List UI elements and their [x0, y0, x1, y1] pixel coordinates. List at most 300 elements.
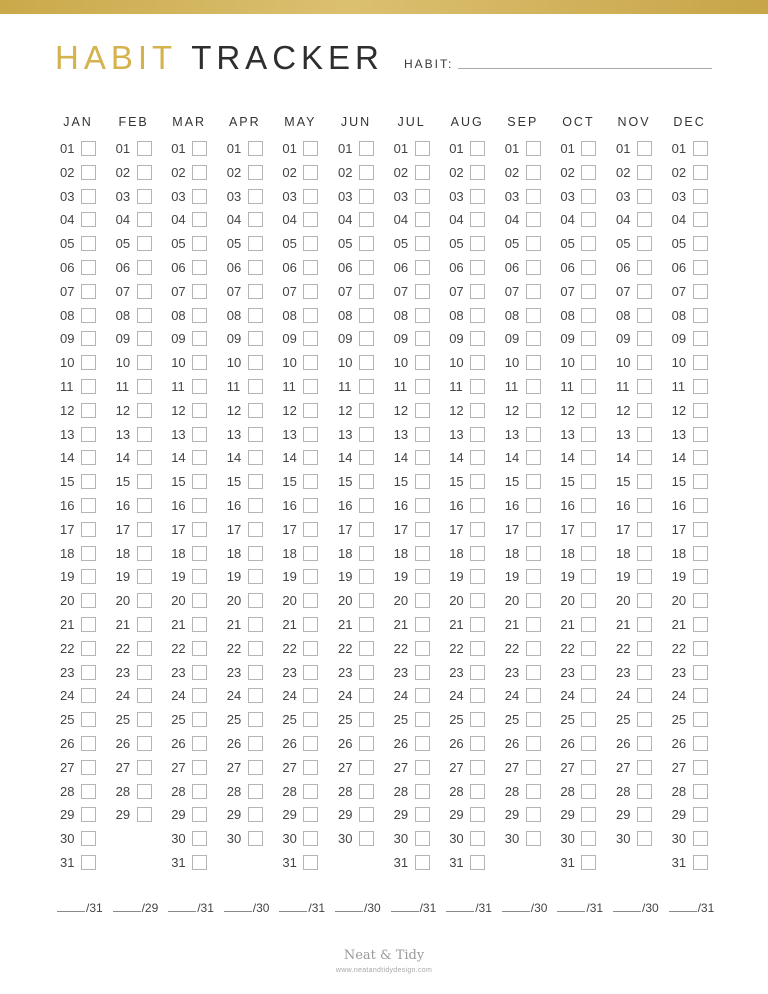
- day-checkbox[interactable]: [415, 331, 430, 346]
- day-checkbox[interactable]: [192, 212, 207, 227]
- day-checkbox[interactable]: [470, 569, 485, 584]
- total-blank-line[interactable]: [335, 901, 363, 912]
- day-checkbox[interactable]: [581, 236, 596, 251]
- day-checkbox[interactable]: [359, 236, 374, 251]
- day-checkbox[interactable]: [359, 189, 374, 204]
- day-checkbox[interactable]: [303, 427, 318, 442]
- day-checkbox[interactable]: [137, 665, 152, 680]
- day-checkbox[interactable]: [470, 593, 485, 608]
- day-checkbox[interactable]: [137, 165, 152, 180]
- day-checkbox[interactable]: [359, 474, 374, 489]
- day-checkbox[interactable]: [637, 593, 652, 608]
- day-checkbox[interactable]: [137, 212, 152, 227]
- day-checkbox[interactable]: [137, 331, 152, 346]
- day-checkbox[interactable]: [415, 665, 430, 680]
- day-checkbox[interactable]: [192, 855, 207, 870]
- day-checkbox[interactable]: [581, 355, 596, 370]
- month-total[interactable]: [57, 900, 103, 916]
- day-checkbox[interactable]: [693, 331, 708, 346]
- day-checkbox[interactable]: [637, 236, 652, 251]
- day-checkbox[interactable]: [192, 379, 207, 394]
- day-checkbox[interactable]: [581, 308, 596, 323]
- day-checkbox[interactable]: [693, 189, 708, 204]
- day-checkbox[interactable]: [248, 641, 263, 656]
- day-checkbox[interactable]: [581, 427, 596, 442]
- day-checkbox[interactable]: [581, 569, 596, 584]
- day-checkbox[interactable]: [303, 450, 318, 465]
- day-checkbox[interactable]: [581, 617, 596, 632]
- day-checkbox[interactable]: [192, 355, 207, 370]
- day-checkbox[interactable]: [581, 474, 596, 489]
- day-checkbox[interactable]: [470, 189, 485, 204]
- day-checkbox[interactable]: [470, 379, 485, 394]
- day-checkbox[interactable]: [137, 236, 152, 251]
- day-checkbox[interactable]: [415, 736, 430, 751]
- day-checkbox[interactable]: [415, 189, 430, 204]
- day-checkbox[interactable]: [693, 355, 708, 370]
- day-checkbox[interactable]: [581, 712, 596, 727]
- day-checkbox[interactable]: [192, 450, 207, 465]
- day-checkbox[interactable]: [637, 688, 652, 703]
- total-blank-line[interactable]: [391, 901, 419, 912]
- day-checkbox[interactable]: [81, 546, 96, 561]
- day-checkbox[interactable]: [192, 189, 207, 204]
- day-checkbox[interactable]: [693, 427, 708, 442]
- day-checkbox[interactable]: [470, 355, 485, 370]
- day-checkbox[interactable]: [581, 522, 596, 537]
- day-checkbox[interactable]: [137, 593, 152, 608]
- day-checkbox[interactable]: [192, 807, 207, 822]
- day-checkbox[interactable]: [526, 427, 541, 442]
- day-checkbox[interactable]: [359, 831, 374, 846]
- day-checkbox[interactable]: [359, 712, 374, 727]
- day-checkbox[interactable]: [415, 450, 430, 465]
- day-checkbox[interactable]: [470, 522, 485, 537]
- day-checkbox[interactable]: [581, 593, 596, 608]
- day-checkbox[interactable]: [581, 284, 596, 299]
- total-blank-line[interactable]: [168, 901, 196, 912]
- day-checkbox[interactable]: [415, 141, 430, 156]
- day-checkbox[interactable]: [581, 688, 596, 703]
- day-checkbox[interactable]: [470, 260, 485, 275]
- day-checkbox[interactable]: [81, 617, 96, 632]
- day-checkbox[interactable]: [637, 260, 652, 275]
- day-checkbox[interactable]: [303, 665, 318, 680]
- day-checkbox[interactable]: [192, 331, 207, 346]
- day-checkbox[interactable]: [470, 784, 485, 799]
- day-checkbox[interactable]: [303, 831, 318, 846]
- day-checkbox[interactable]: [359, 522, 374, 537]
- day-checkbox[interactable]: [303, 807, 318, 822]
- day-checkbox[interactable]: [693, 688, 708, 703]
- day-checkbox[interactable]: [581, 641, 596, 656]
- day-checkbox[interactable]: [415, 260, 430, 275]
- day-checkbox[interactable]: [637, 831, 652, 846]
- day-checkbox[interactable]: [415, 284, 430, 299]
- day-checkbox[interactable]: [637, 141, 652, 156]
- day-checkbox[interactable]: [693, 593, 708, 608]
- day-checkbox[interactable]: [637, 474, 652, 489]
- day-checkbox[interactable]: [637, 760, 652, 775]
- day-checkbox[interactable]: [303, 331, 318, 346]
- day-checkbox[interactable]: [581, 546, 596, 561]
- day-checkbox[interactable]: [581, 831, 596, 846]
- day-checkbox[interactable]: [192, 569, 207, 584]
- day-checkbox[interactable]: [81, 189, 96, 204]
- day-checkbox[interactable]: [137, 688, 152, 703]
- day-checkbox[interactable]: [637, 807, 652, 822]
- day-checkbox[interactable]: [359, 546, 374, 561]
- day-checkbox[interactable]: [192, 831, 207, 846]
- day-checkbox[interactable]: [81, 165, 96, 180]
- day-checkbox[interactable]: [693, 641, 708, 656]
- day-checkbox[interactable]: [303, 712, 318, 727]
- day-checkbox[interactable]: [693, 569, 708, 584]
- day-checkbox[interactable]: [526, 617, 541, 632]
- day-checkbox[interactable]: [303, 212, 318, 227]
- day-checkbox[interactable]: [81, 665, 96, 680]
- month-total[interactable]: [557, 900, 603, 916]
- day-checkbox[interactable]: [693, 546, 708, 561]
- day-checkbox[interactable]: [581, 141, 596, 156]
- day-checkbox[interactable]: [248, 355, 263, 370]
- day-checkbox[interactable]: [470, 331, 485, 346]
- day-checkbox[interactable]: [137, 712, 152, 727]
- day-checkbox[interactable]: [81, 831, 96, 846]
- day-checkbox[interactable]: [470, 403, 485, 418]
- day-checkbox[interactable]: [693, 260, 708, 275]
- day-checkbox[interactable]: [470, 165, 485, 180]
- day-checkbox[interactable]: [526, 831, 541, 846]
- day-checkbox[interactable]: [303, 474, 318, 489]
- day-checkbox[interactable]: [415, 212, 430, 227]
- day-checkbox[interactable]: [248, 450, 263, 465]
- total-blank-line[interactable]: [613, 901, 641, 912]
- day-checkbox[interactable]: [415, 784, 430, 799]
- day-checkbox[interactable]: [248, 712, 263, 727]
- day-checkbox[interactable]: [581, 331, 596, 346]
- day-checkbox[interactable]: [470, 284, 485, 299]
- day-checkbox[interactable]: [415, 546, 430, 561]
- day-checkbox[interactable]: [637, 617, 652, 632]
- day-checkbox[interactable]: [526, 522, 541, 537]
- day-checkbox[interactable]: [637, 498, 652, 513]
- total-blank-line[interactable]: [279, 901, 307, 912]
- day-checkbox[interactable]: [526, 641, 541, 656]
- day-checkbox[interactable]: [693, 736, 708, 751]
- day-checkbox[interactable]: [81, 355, 96, 370]
- day-checkbox[interactable]: [248, 403, 263, 418]
- day-checkbox[interactable]: [192, 546, 207, 561]
- day-checkbox[interactable]: [81, 569, 96, 584]
- day-checkbox[interactable]: [248, 593, 263, 608]
- day-checkbox[interactable]: [415, 593, 430, 608]
- day-checkbox[interactable]: [303, 308, 318, 323]
- day-checkbox[interactable]: [359, 617, 374, 632]
- day-checkbox[interactable]: [526, 236, 541, 251]
- day-checkbox[interactable]: [693, 760, 708, 775]
- total-blank-line[interactable]: [502, 901, 530, 912]
- day-checkbox[interactable]: [637, 165, 652, 180]
- day-checkbox[interactable]: [192, 236, 207, 251]
- day-checkbox[interactable]: [415, 760, 430, 775]
- day-checkbox[interactable]: [470, 236, 485, 251]
- day-checkbox[interactable]: [303, 498, 318, 513]
- total-blank-line[interactable]: [669, 901, 697, 912]
- day-checkbox[interactable]: [415, 688, 430, 703]
- day-checkbox[interactable]: [192, 403, 207, 418]
- day-checkbox[interactable]: [137, 141, 152, 156]
- day-checkbox[interactable]: [81, 498, 96, 513]
- day-checkbox[interactable]: [303, 593, 318, 608]
- day-checkbox[interactable]: [693, 450, 708, 465]
- day-checkbox[interactable]: [359, 593, 374, 608]
- day-checkbox[interactable]: [137, 403, 152, 418]
- day-checkbox[interactable]: [693, 855, 708, 870]
- day-checkbox[interactable]: [359, 760, 374, 775]
- day-checkbox[interactable]: [81, 236, 96, 251]
- day-checkbox[interactable]: [693, 712, 708, 727]
- day-checkbox[interactable]: [581, 403, 596, 418]
- day-checkbox[interactable]: [248, 165, 263, 180]
- day-checkbox[interactable]: [359, 165, 374, 180]
- day-checkbox[interactable]: [192, 736, 207, 751]
- day-checkbox[interactable]: [526, 450, 541, 465]
- day-checkbox[interactable]: [526, 807, 541, 822]
- day-checkbox[interactable]: [192, 784, 207, 799]
- day-checkbox[interactable]: [303, 165, 318, 180]
- day-checkbox[interactable]: [192, 665, 207, 680]
- day-checkbox[interactable]: [359, 450, 374, 465]
- day-checkbox[interactable]: [192, 641, 207, 656]
- day-checkbox[interactable]: [248, 736, 263, 751]
- day-checkbox[interactable]: [470, 141, 485, 156]
- day-checkbox[interactable]: [81, 855, 96, 870]
- day-checkbox[interactable]: [81, 379, 96, 394]
- day-checkbox[interactable]: [415, 712, 430, 727]
- day-checkbox[interactable]: [470, 498, 485, 513]
- day-checkbox[interactable]: [359, 784, 374, 799]
- day-checkbox[interactable]: [526, 760, 541, 775]
- day-checkbox[interactable]: [81, 712, 96, 727]
- day-checkbox[interactable]: [81, 212, 96, 227]
- day-checkbox[interactable]: [470, 427, 485, 442]
- day-checkbox[interactable]: [248, 379, 263, 394]
- day-checkbox[interactable]: [637, 379, 652, 394]
- day-checkbox[interactable]: [415, 403, 430, 418]
- day-checkbox[interactable]: [526, 498, 541, 513]
- day-checkbox[interactable]: [693, 308, 708, 323]
- day-checkbox[interactable]: [415, 427, 430, 442]
- day-checkbox[interactable]: [81, 641, 96, 656]
- day-checkbox[interactable]: [137, 784, 152, 799]
- day-checkbox[interactable]: [359, 379, 374, 394]
- day-checkbox[interactable]: [637, 403, 652, 418]
- day-checkbox[interactable]: [81, 522, 96, 537]
- day-checkbox[interactable]: [303, 736, 318, 751]
- day-checkbox[interactable]: [303, 760, 318, 775]
- day-checkbox[interactable]: [637, 665, 652, 680]
- month-total[interactable]: [669, 900, 715, 916]
- day-checkbox[interactable]: [415, 617, 430, 632]
- day-checkbox[interactable]: [415, 498, 430, 513]
- day-checkbox[interactable]: [637, 355, 652, 370]
- day-checkbox[interactable]: [637, 212, 652, 227]
- day-checkbox[interactable]: [526, 355, 541, 370]
- day-checkbox[interactable]: [637, 427, 652, 442]
- month-total[interactable]: [335, 900, 381, 916]
- day-checkbox[interactable]: [415, 569, 430, 584]
- day-checkbox[interactable]: [248, 284, 263, 299]
- day-checkbox[interactable]: [192, 498, 207, 513]
- day-checkbox[interactable]: [303, 641, 318, 656]
- day-checkbox[interactable]: [693, 165, 708, 180]
- day-checkbox[interactable]: [470, 617, 485, 632]
- day-checkbox[interactable]: [248, 831, 263, 846]
- total-blank-line[interactable]: [113, 901, 141, 912]
- day-checkbox[interactable]: [359, 212, 374, 227]
- day-checkbox[interactable]: [248, 260, 263, 275]
- day-checkbox[interactable]: [415, 831, 430, 846]
- day-checkbox[interactable]: [137, 308, 152, 323]
- month-total[interactable]: [502, 900, 548, 916]
- day-checkbox[interactable]: [470, 212, 485, 227]
- day-checkbox[interactable]: [137, 427, 152, 442]
- day-checkbox[interactable]: [470, 474, 485, 489]
- day-checkbox[interactable]: [192, 712, 207, 727]
- day-checkbox[interactable]: [303, 141, 318, 156]
- day-checkbox[interactable]: [693, 403, 708, 418]
- day-checkbox[interactable]: [526, 474, 541, 489]
- day-checkbox[interactable]: [192, 522, 207, 537]
- day-checkbox[interactable]: [693, 284, 708, 299]
- day-checkbox[interactable]: [137, 379, 152, 394]
- day-checkbox[interactable]: [693, 498, 708, 513]
- total-blank-line[interactable]: [57, 901, 85, 912]
- day-checkbox[interactable]: [359, 284, 374, 299]
- day-checkbox[interactable]: [137, 641, 152, 656]
- day-checkbox[interactable]: [415, 355, 430, 370]
- total-blank-line[interactable]: [446, 901, 474, 912]
- day-checkbox[interactable]: [526, 784, 541, 799]
- day-checkbox[interactable]: [637, 189, 652, 204]
- day-checkbox[interactable]: [526, 736, 541, 751]
- day-checkbox[interactable]: [248, 569, 263, 584]
- day-checkbox[interactable]: [303, 522, 318, 537]
- day-checkbox[interactable]: [526, 569, 541, 584]
- day-checkbox[interactable]: [248, 212, 263, 227]
- day-checkbox[interactable]: [581, 498, 596, 513]
- day-checkbox[interactable]: [81, 688, 96, 703]
- day-checkbox[interactable]: [192, 141, 207, 156]
- day-checkbox[interactable]: [192, 593, 207, 608]
- day-checkbox[interactable]: [693, 617, 708, 632]
- day-checkbox[interactable]: [470, 546, 485, 561]
- day-checkbox[interactable]: [359, 427, 374, 442]
- day-checkbox[interactable]: [637, 331, 652, 346]
- day-checkbox[interactable]: [81, 141, 96, 156]
- day-checkbox[interactable]: [637, 546, 652, 561]
- day-checkbox[interactable]: [192, 688, 207, 703]
- day-checkbox[interactable]: [137, 546, 152, 561]
- day-checkbox[interactable]: [581, 260, 596, 275]
- day-checkbox[interactable]: [693, 522, 708, 537]
- day-checkbox[interactable]: [470, 855, 485, 870]
- day-checkbox[interactable]: [415, 165, 430, 180]
- day-checkbox[interactable]: [359, 141, 374, 156]
- day-checkbox[interactable]: [526, 141, 541, 156]
- day-checkbox[interactable]: [359, 331, 374, 346]
- day-checkbox[interactable]: [248, 807, 263, 822]
- day-checkbox[interactable]: [415, 308, 430, 323]
- day-checkbox[interactable]: [192, 474, 207, 489]
- day-checkbox[interactable]: [303, 284, 318, 299]
- day-checkbox[interactable]: [359, 641, 374, 656]
- day-checkbox[interactable]: [303, 355, 318, 370]
- day-checkbox[interactable]: [81, 760, 96, 775]
- day-checkbox[interactable]: [303, 379, 318, 394]
- month-total[interactable]: [613, 900, 659, 916]
- day-checkbox[interactable]: [693, 474, 708, 489]
- day-checkbox[interactable]: [693, 665, 708, 680]
- day-checkbox[interactable]: [581, 784, 596, 799]
- day-checkbox[interactable]: [248, 784, 263, 799]
- day-checkbox[interactable]: [137, 807, 152, 822]
- day-checkbox[interactable]: [526, 593, 541, 608]
- day-checkbox[interactable]: [359, 403, 374, 418]
- day-checkbox[interactable]: [693, 831, 708, 846]
- day-checkbox[interactable]: [192, 260, 207, 275]
- day-checkbox[interactable]: [526, 546, 541, 561]
- day-checkbox[interactable]: [470, 450, 485, 465]
- day-checkbox[interactable]: [303, 546, 318, 561]
- day-checkbox[interactable]: [415, 522, 430, 537]
- day-checkbox[interactable]: [470, 665, 485, 680]
- day-checkbox[interactable]: [637, 450, 652, 465]
- day-checkbox[interactable]: [359, 807, 374, 822]
- month-total[interactable]: [446, 900, 492, 916]
- day-checkbox[interactable]: [192, 427, 207, 442]
- day-checkbox[interactable]: [526, 665, 541, 680]
- day-checkbox[interactable]: [137, 617, 152, 632]
- day-checkbox[interactable]: [637, 712, 652, 727]
- day-checkbox[interactable]: [526, 688, 541, 703]
- day-checkbox[interactable]: [248, 141, 263, 156]
- day-checkbox[interactable]: [248, 665, 263, 680]
- day-checkbox[interactable]: [137, 522, 152, 537]
- day-checkbox[interactable]: [581, 379, 596, 394]
- day-checkbox[interactable]: [415, 379, 430, 394]
- day-checkbox[interactable]: [415, 474, 430, 489]
- day-checkbox[interactable]: [637, 641, 652, 656]
- day-checkbox[interactable]: [137, 569, 152, 584]
- day-checkbox[interactable]: [248, 236, 263, 251]
- day-checkbox[interactable]: [693, 807, 708, 822]
- day-checkbox[interactable]: [192, 284, 207, 299]
- day-checkbox[interactable]: [526, 284, 541, 299]
- day-checkbox[interactable]: [415, 807, 430, 822]
- day-checkbox[interactable]: [137, 189, 152, 204]
- day-checkbox[interactable]: [137, 498, 152, 513]
- day-checkbox[interactable]: [81, 784, 96, 799]
- day-checkbox[interactable]: [470, 688, 485, 703]
- day-checkbox[interactable]: [637, 736, 652, 751]
- day-checkbox[interactable]: [303, 403, 318, 418]
- day-checkbox[interactable]: [303, 569, 318, 584]
- day-checkbox[interactable]: [303, 688, 318, 703]
- day-checkbox[interactable]: [470, 760, 485, 775]
- day-checkbox[interactable]: [526, 165, 541, 180]
